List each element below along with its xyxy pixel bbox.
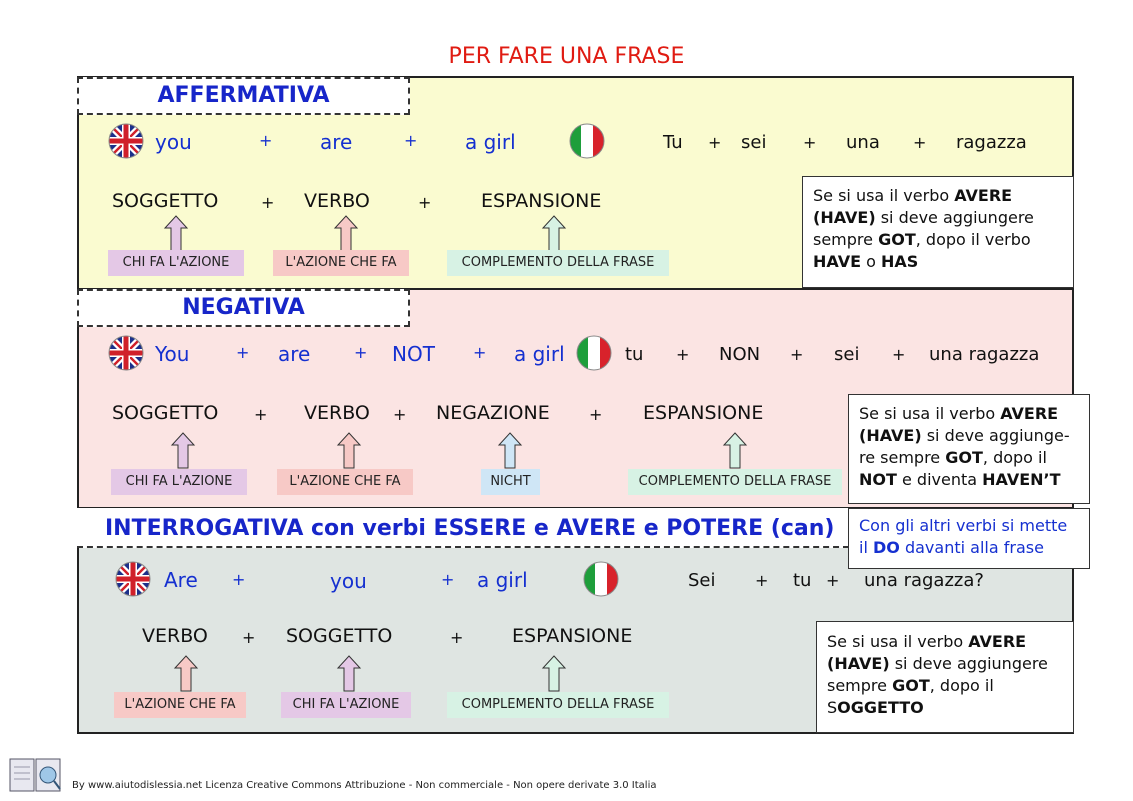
it-word: tu: [625, 344, 644, 365]
struct-word: VERBO: [304, 402, 370, 424]
en-plus: +: [236, 343, 250, 362]
it-word: Sei: [688, 570, 716, 591]
struct-plus: +: [450, 628, 464, 647]
struct-word: ESPANSIONE: [643, 402, 764, 424]
arrow-up-icon: [722, 431, 748, 469]
en-word: a girl: [465, 130, 516, 154]
struct-word: ESPANSIONE: [481, 190, 602, 212]
arrow-up-icon: [333, 214, 359, 252]
arrow-up-icon: [170, 431, 196, 469]
struct-word: SOGGETTO: [112, 402, 219, 424]
it-word: sei: [741, 132, 767, 153]
tag-chi-fa: CHI FA L'AZIONE: [281, 692, 411, 718]
uk-flag-icon: [115, 561, 151, 597]
it-word: Tu: [663, 132, 683, 153]
it-word: una: [846, 132, 880, 153]
en-word: NOT: [392, 342, 435, 366]
tag-complemento: COMPLEMENTO DELLA FRASE: [447, 692, 669, 718]
it-plus: +: [790, 345, 804, 364]
arrow-up-icon: [163, 214, 189, 252]
en-plus: +: [404, 131, 418, 150]
italy-flag-icon: [569, 123, 605, 159]
it-word: tu: [793, 570, 812, 591]
en-plus: +: [232, 570, 246, 589]
struct-plus: +: [254, 405, 268, 424]
uk-flag-icon: [108, 335, 144, 371]
en-word: Are: [164, 568, 198, 592]
section-label-negativa: NEGATIVA: [77, 289, 410, 327]
it-plus: +: [676, 345, 690, 364]
struct-plus: +: [393, 405, 407, 424]
struct-word: NEGAZIONE: [436, 402, 550, 424]
arrow-up-icon: [541, 214, 567, 252]
it-word: ragazza: [956, 132, 1027, 153]
uk-flag-icon: [108, 123, 144, 159]
en-plus: +: [259, 131, 273, 150]
it-word: una ragazza?: [864, 570, 984, 591]
struct-word: SOGGETTO: [286, 625, 393, 647]
tag-azione: L'AZIONE CHE FA: [277, 469, 413, 495]
struct-word: VERBO: [304, 190, 370, 212]
logo-icon: [8, 753, 64, 797]
tag-azione: L'AZIONE CHE FA: [114, 692, 246, 718]
it-plus: +: [826, 571, 840, 590]
section-label-interrogativa: INTERROGATIVA con verbi ESSERE e AVERE e POTERE (can): [105, 516, 835, 541]
en-plus: +: [473, 343, 487, 362]
en-word: you: [330, 569, 367, 593]
en-word: you: [155, 130, 192, 154]
struct-plus: +: [242, 628, 256, 647]
tag-negazione: NICHT: [481, 469, 540, 495]
arrow-up-icon: [336, 431, 362, 469]
page-title: PER FARE UNA FRASE: [448, 44, 685, 69]
arrow-up-icon: [173, 654, 199, 692]
italy-flag-icon: [583, 561, 619, 597]
struct-plus: +: [261, 193, 275, 212]
note-avere-affermativa: Se si usa il verbo AVERE (HAVE) si deve aggiungere sempre GOT, dopo il verbo HAVE o HAS: [802, 176, 1074, 288]
it-plus: +: [892, 345, 906, 364]
en-plus: +: [354, 343, 368, 362]
footer-license: By www.aiutodislessia.net Licenza Creative Commons Attribuzione - Non commerciale - Non opere derivate 3.0 Italia: [72, 780, 657, 791]
tag-chi-fa: CHI FA L'AZIONE: [111, 469, 247, 495]
struct-word: VERBO: [142, 625, 208, 647]
it-plus: +: [755, 571, 769, 590]
tag-azione: L'AZIONE CHE FA: [273, 250, 409, 276]
tag-chi-fa: CHI FA L'AZIONE: [108, 250, 244, 276]
en-word: are: [278, 342, 311, 366]
arrow-up-icon: [541, 654, 567, 692]
struct-word: ESPANSIONE: [512, 625, 633, 647]
arrow-up-icon: [497, 431, 523, 469]
it-word: una ragazza: [929, 344, 1040, 365]
it-plus: +: [913, 133, 927, 152]
it-word: sei: [834, 344, 860, 365]
en-word: a girl: [477, 568, 528, 592]
arrow-up-icon: [336, 654, 362, 692]
struct-word: SOGGETTO: [112, 190, 219, 212]
section-label-affermativa: AFFERMATIVA: [77, 77, 410, 115]
en-plus: +: [441, 570, 455, 589]
it-plus: +: [708, 133, 722, 152]
it-plus: +: [803, 133, 817, 152]
tag-complemento: COMPLEMENTO DELLA FRASE: [628, 469, 842, 495]
en-word: a girl: [514, 342, 565, 366]
en-word: are: [320, 130, 353, 154]
note-avere-interrogativa: Se si usa il verbo AVERE (HAVE) si deve aggiungere sempre GOT, dopo il SOGGETTO: [816, 621, 1074, 733]
italy-flag-icon: [576, 335, 612, 371]
struct-plus: +: [418, 193, 432, 212]
it-word: NON: [719, 344, 761, 365]
en-word: You: [155, 342, 190, 366]
struct-plus: +: [589, 405, 603, 424]
note-avere-negativa: Se si usa il verbo AVERE (HAVE) si deve aggiunge-re sempre GOT, dopo il NOT e diventa HAVEN’T: [848, 394, 1090, 504]
tag-complemento: COMPLEMENTO DELLA FRASE: [447, 250, 669, 276]
note-altri-verbi: Con gli altri verbi si mette il DO davanti alla frase: [848, 508, 1090, 569]
